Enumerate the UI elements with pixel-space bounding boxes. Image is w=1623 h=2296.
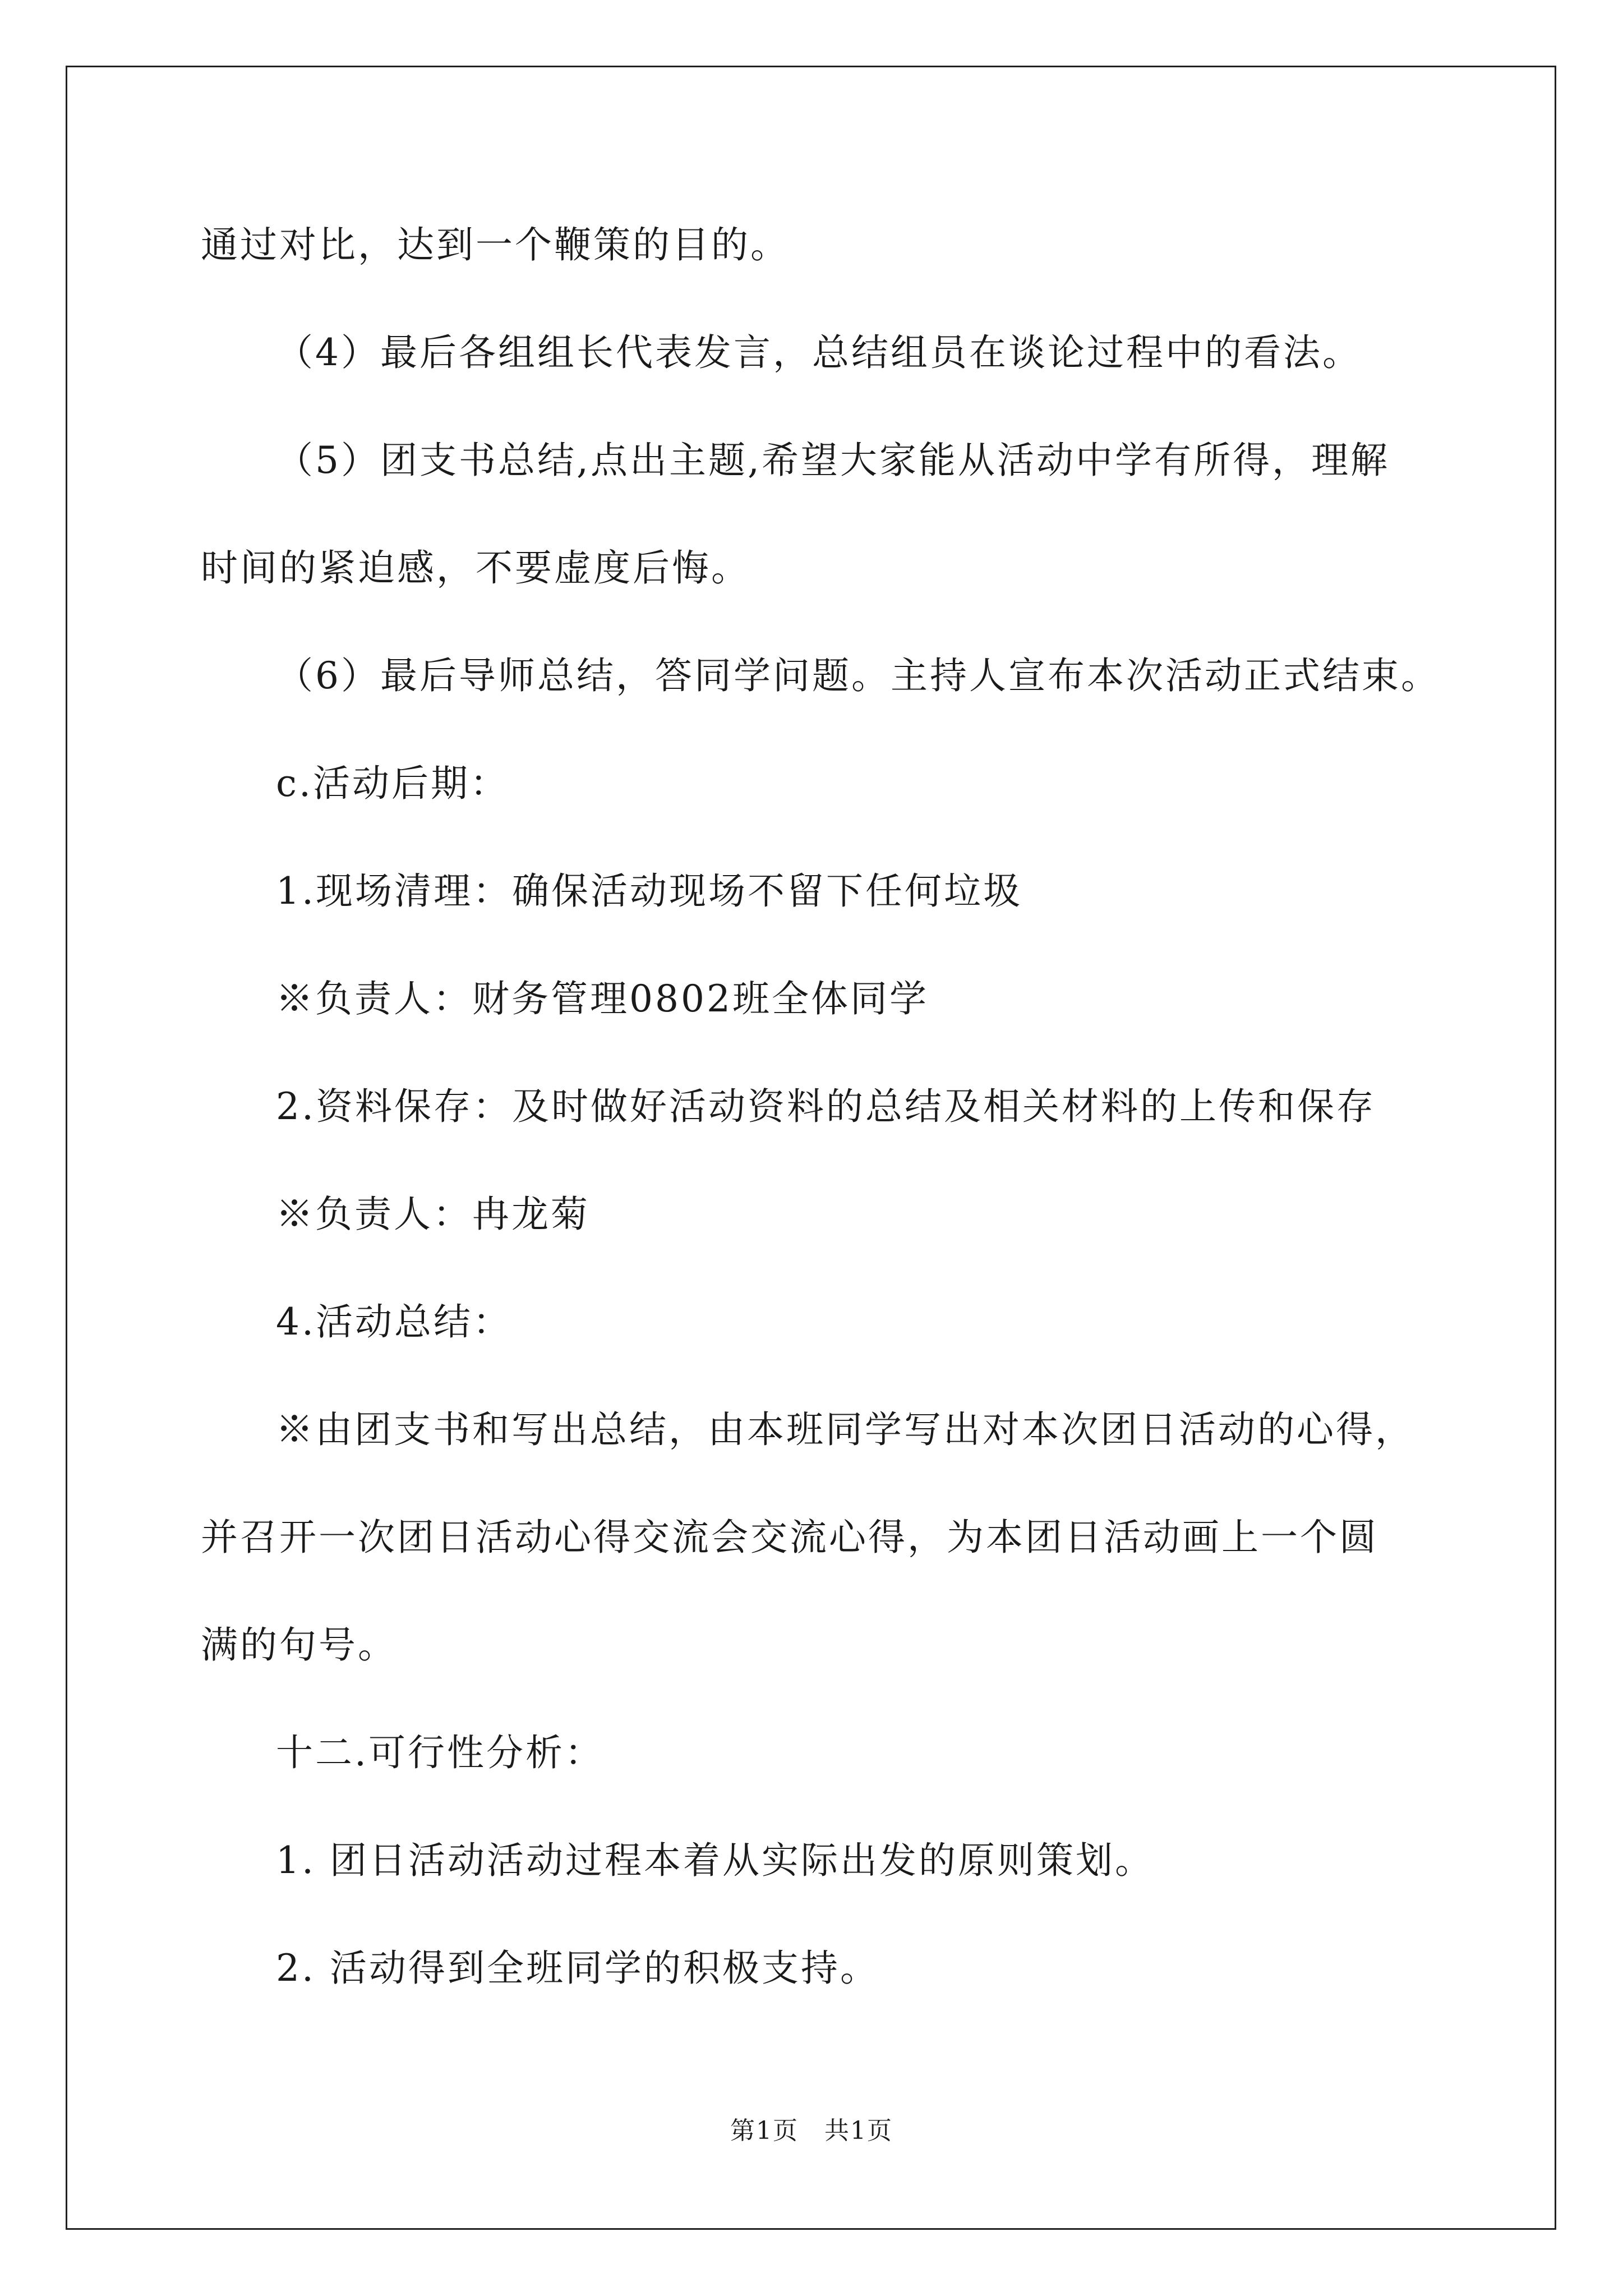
- paragraph-line: （6）最后导师总结，答同学问题。主持人宣布本次活动正式结束。: [276, 654, 1440, 697]
- paragraph-line: （4）最后各组组长代表发言，总结组员在谈论过程中的看法。: [276, 331, 1362, 374]
- paragraph-line: 通过对比，达到一个鞭策的目的。: [201, 223, 790, 266]
- paragraph-line: c.活动后期：: [276, 762, 509, 805]
- page-border: [66, 66, 1556, 2230]
- paragraph-line: 十二.可行性分析：: [276, 1731, 604, 1774]
- paragraph-line: ※负责人：冉龙菊: [276, 1193, 590, 1236]
- paragraph-line: 2. 活动得到全班同学的积极支持。: [276, 1947, 879, 1990]
- paragraph-line: ※负责人：财务管理0802班全体同学: [276, 977, 929, 1020]
- paragraph-line: 2.资料保存：及时做好活动资料的总结及相关材料的上传和保存: [276, 1085, 1376, 1128]
- page-footer: 第1页 共1页: [730, 2116, 893, 2145]
- paragraph-line: 满的句号。: [201, 1623, 397, 1667]
- paragraph-line: 并召开一次团日活动心得交流会交流心得，为本团日活动画上一个圆: [201, 1516, 1378, 1559]
- paragraph-line: ※由团支书和写出总结，由本班同学写出对本次团日活动的心得，: [276, 1408, 1414, 1451]
- paragraph-line: 1. 团日活动活动过程本着从实际出发的原则策划。: [276, 1839, 1154, 1882]
- paragraph-line: （5）团支书总结,点出主题,希望大家能从活动中学有所得，理解: [276, 439, 1390, 482]
- paragraph-line: 时间的紧迫感，不要虚度后悔。: [201, 546, 750, 590]
- paragraph-line: 4.活动总结：: [276, 1300, 512, 1343]
- paragraph-line: 1.现场清理：确保活动现场不留下任何垃圾: [276, 869, 1022, 913]
